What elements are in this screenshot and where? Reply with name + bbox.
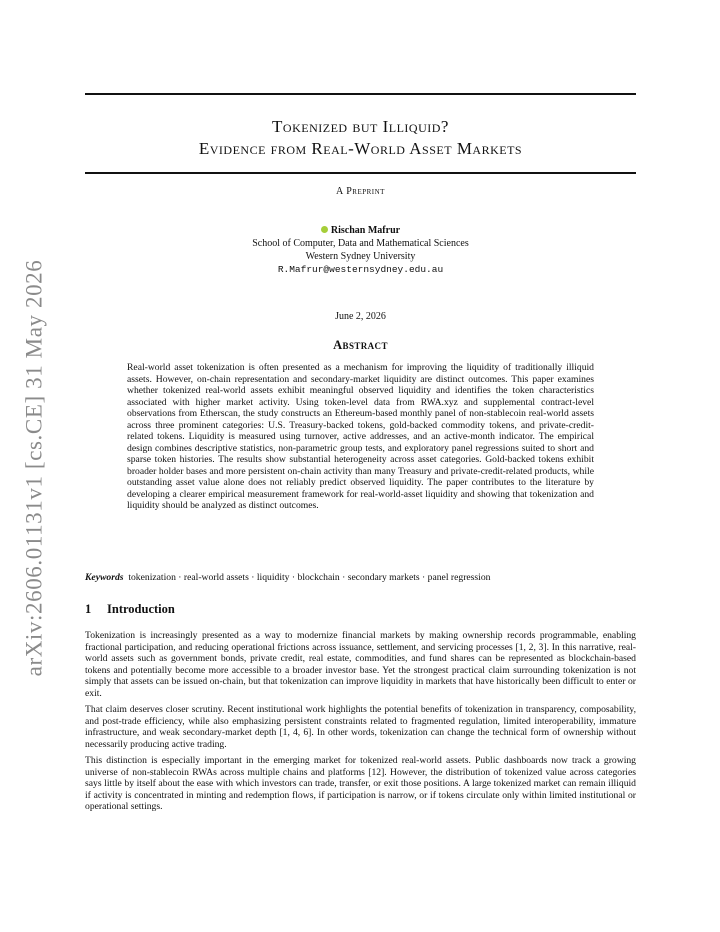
author-block (85, 224, 636, 276)
preprint-label: A Preprint (336, 186, 385, 197)
author-university: Western Sydney University (305, 251, 416, 262)
body-paragraph: That claim deserves closer scrutiny. Recent institutional work highlights the potential benefits of tokenization in transparency, composability, and post-trade efficiency, while also emphasizing persistent constraints related to fragmented regulation, limited interoperability, immature infrastructure, and weak secondary-market depth [1, 4, 6]. In other words, tokenization can change the technical form of ownership without necessarily producing active trading. (85, 704, 636, 750)
section-number: 1 (85, 602, 92, 616)
arxiv-identifier-stamp (18, 258, 50, 678)
paper-title-line-2: Evidence from Real-World Asset Markets (198, 139, 523, 158)
keywords-line (85, 572, 636, 583)
author-email[interactable]: R.Mafrur@westernsydney.edu.au (277, 264, 444, 275)
author-affiliation: School of Computer, Data and Mathematical Sciences (252, 238, 469, 249)
body-paragraph: This distinction is especially important in the emerging market for tokenized real-world assets. Public dashboards now track a growing universe of non-stablecoin RWAs across multiple chains and platforms [12]. However, the distribution of tokenized value across categories says little by itself about the ease with which investors can trade, transfer, or exit those positions. A large tokenized market can remain illiquid if activity is concentrated in minting and redemption flows, if participation is narrow, or if tokens circulate only within limited institutional or operational settings. (85, 755, 636, 812)
author-name: Rischan Mafrur (330, 225, 401, 236)
orcid-icon[interactable] (321, 226, 328, 233)
paper-date: June 2, 2026 (335, 311, 386, 322)
abstract-text: Real-world asset tokenization is often presented as a mechanism for improving the liquidity of traditionally illiquid assets. However, on-chain representation and secondary-market liquidity are distinct outcomes. This paper examines whether tokenized real-world assets exhibit meaningful observed liquidity and identifies the token characteristics associated with higher market activity. Using token-level data from RWA.xyz and supplemental contract-level observations from Etherscan, the study constructs an Ethereum-based monthly panel of non-stablecoin real-world assets across three prominent categories: U.S. Treasury-backed tokens, gold-backed commodity tokens, and private-credit-related tokens. Liquidity is measured using turnover, active addresses, and an active-month indicator. The empirical design combines descriptive statistics, non-parametric group tests, and exploratory panel regressions suited to short and sparse token histories. The results show substantial heterogeneity across asset categories. Gold-backed tokens exhibit broader holder bases and more persistent on-chain activity than many Treasury and private-credit-related products, while outstanding asset value alone does not reliably predict observed liquidity. The paper contributes to the literature by developing a clearer empirical measurement framework for real-world-asset liquidity and showing that tokenization and liquidity should be analyzed as distinct outcomes. (127, 362, 594, 511)
introduction-body (85, 630, 636, 818)
body-paragraph: Tokenization is increasingly presented as a way to modernize financial markets by making ownership records programmable, enabling fractional participation, and reducing operational frictions across issuance, settlement, and servicing processes [1, 2, 3]. In this narrative, real-world assets such as government bonds, private credit, real estate, commodities, and fund shares can be represented as blockchain-based tokens and potentially become more accessible to a broader investor base. Yet the strongest practical claim surrounding tokenization is not simply that assets can be issued on-chain, but that tokenization can improve liquidity in markets that have historically been difficult to enter or exit. (85, 630, 636, 699)
keywords-list: tokenization · real-world assets · liquidity · blockchain · secondary markets · panel regression (128, 572, 491, 583)
title-top-rule (85, 93, 636, 95)
keywords-label: Keywords (85, 572, 124, 583)
section-title: Introduction (107, 602, 175, 616)
arxiv-identifier-text: arXiv:2606.01131v1 [cs.CE] 31 May 2026 (21, 259, 47, 677)
paper-title-line-1: Tokenized but Illiquid? (272, 117, 449, 136)
title-bottom-rule (85, 172, 636, 174)
paper-title (85, 116, 636, 160)
section-heading-introduction (85, 602, 175, 617)
abstract-heading: Abstract (333, 338, 388, 352)
